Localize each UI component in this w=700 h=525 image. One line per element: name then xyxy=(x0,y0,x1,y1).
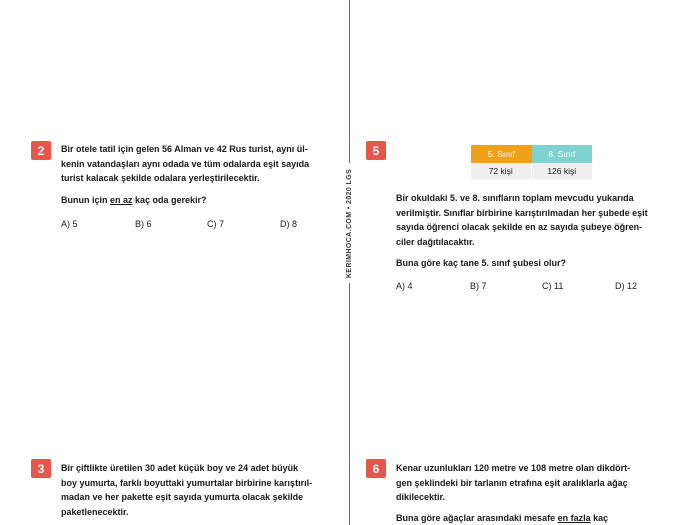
question-line: Bir otele tatil için gelen 56 Alman ve 42 Rus turist, aynı ül- xyxy=(61,144,308,154)
option-d[interactable]: D) 12 xyxy=(615,281,638,291)
option-b[interactable]: B) 7 xyxy=(470,281,487,291)
prompt-part: Buna göre ağaçlar arasındaki mesafe xyxy=(396,513,558,523)
question-line: Bir çiftlikte üretilen 30 adet küçük boy ve 24 adet büyük xyxy=(61,463,299,473)
question-6-text xyxy=(396,461,630,505)
prompt-emphasis: en az xyxy=(110,195,133,205)
prompt-emphasis: en fazla xyxy=(557,513,591,523)
question-line: madan ve her pakette eşit sayıda yumurta olacak şekilde xyxy=(61,492,304,503)
question-2-text xyxy=(61,142,309,186)
table-value-8: 126 kişi xyxy=(547,166,577,176)
prompt-part: kaç xyxy=(590,513,609,523)
side-watermark xyxy=(342,163,358,283)
question-line: verilmiştir. Sınıflar birbirine karıştırılmadan her şubede eşit xyxy=(396,207,648,218)
table-value-5: 72 kişi xyxy=(471,163,532,179)
question-line: sayıda öğrenci olacak şekilde en az sayıda şubeye öğren- xyxy=(396,222,643,233)
question-line: Bir okuldaki 5. ve 8. sınıfların toplam mevcudu yukarıda xyxy=(396,193,634,203)
question-number-badge: 3 xyxy=(31,459,51,478)
question-3-text xyxy=(61,461,312,519)
question-2-prompt xyxy=(61,195,207,205)
option-b[interactable]: B) 6 xyxy=(135,219,152,229)
question-number-badge: 5 xyxy=(366,141,386,160)
question-line: turist kalacak şekilde odalara yerleştirilecektir. xyxy=(61,173,260,184)
class-count-table xyxy=(471,145,592,179)
question-line: dikilecektir. xyxy=(396,492,446,503)
option-a[interactable]: A) 4 xyxy=(396,281,413,291)
question-number-badge: 2 xyxy=(31,141,51,160)
question-number-badge: 6 xyxy=(366,459,386,478)
question-line: paketlenecektir. xyxy=(61,506,129,517)
question-line: gen şeklindeki bir tarlanın etrafına eşit aralıklarla ağaç xyxy=(396,477,628,488)
option-d[interactable]: D) 8 xyxy=(280,219,298,229)
side-watermark-text: KERIMHOCA.COM • 2020 LGS xyxy=(346,168,354,278)
prompt-part: Bunun için xyxy=(61,195,110,205)
question-5-options xyxy=(396,281,656,293)
question-line: boy yumurta, farklı boyuttaki yumurtalar birbirine karıştırıl- xyxy=(61,477,313,488)
question-5-text xyxy=(396,191,648,249)
question-2-options xyxy=(61,219,321,231)
option-c[interactable]: C) 7 xyxy=(207,219,225,229)
option-c[interactable]: C) 11 xyxy=(542,281,564,291)
option-a[interactable]: A) 5 xyxy=(61,219,78,229)
question-line: ciler dağıtılacaktır. xyxy=(396,236,475,247)
question-6-prompt xyxy=(396,513,608,523)
prompt-part: kaç oda gerekir? xyxy=(132,195,207,205)
question-5-prompt: Buna göre kaç tane 5. sınıf şubesi olur? xyxy=(396,258,567,268)
question-line: kenin vatandaşları aynı odada ve tüm odalarda eşit sayıda xyxy=(61,158,310,169)
question-line: Kenar uzunlukları 120 metre ve 108 metre olan dikdört- xyxy=(396,463,631,473)
table-header-8: 8. Sınıf xyxy=(532,145,593,163)
table-header-5: 5. Sınıf xyxy=(471,145,532,163)
